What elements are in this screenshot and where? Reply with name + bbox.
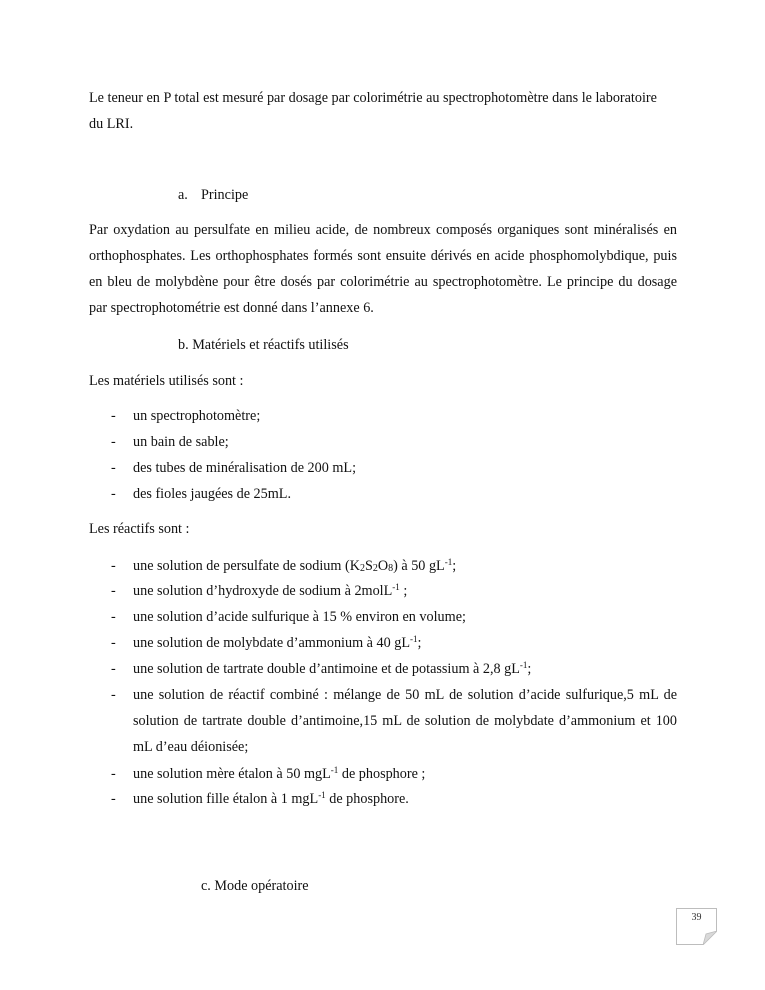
section-b-title: b. Matériels et réactifs utilisés — [178, 337, 349, 353]
bullet-dash: - — [111, 434, 116, 450]
page-number-box — [676, 908, 717, 945]
reagent-item-text: une solution de tartrate double d’antimoine et de potassium à 2,8 $gL^{-1}$; — [133, 660, 532, 677]
reagent-item-text: une solution de molybdate d’ammonium à 40 $gL^{-1}$; — [133, 634, 422, 651]
bullet-dash: - — [111, 486, 116, 502]
section-a-title: Principe — [201, 187, 249, 203]
bullet-dash: - — [111, 609, 116, 625]
section-c-title: c. Mode opératoire — [201, 878, 309, 894]
bullet-dash: - — [111, 635, 116, 651]
material-item-text: un bain de sable; — [133, 434, 229, 450]
bullet-dash: - — [111, 408, 116, 424]
reagents-intro: Les réactifs sont : — [89, 521, 190, 537]
page-curl-icon — [703, 931, 717, 945]
bullet-dash: - — [111, 558, 116, 574]
reagent-item-text: une solution mère étalon à 50 mgL$^{-1}$ de phosphore ; — [133, 765, 426, 782]
reagent-item-text: une solution d’hydroxyde de sodium à 2molL$^{-1}$ ; — [133, 582, 408, 599]
section-a-marker: a. — [178, 187, 188, 203]
material-item-text: des fioles jaugées de 25mL. — [133, 486, 291, 502]
page-number: 39 — [691, 912, 702, 923]
intro-line-1: Le teneur en P total est mesuré par dosage par colorimétrie au spectrophotomètre dans le laboratoire — [89, 90, 657, 106]
intro-line-2: du LRI. — [89, 116, 134, 132]
bullet-dash: - — [111, 687, 116, 703]
bullet-dash: - — [111, 766, 116, 782]
bullet-dash: - — [111, 460, 116, 476]
reagent-item-text: une solution fille étalon à 1 mgL$^{-1}$ de phosphore. — [133, 790, 409, 807]
principle-paragraph: Par oxydation au persulfate en milieu acide, de nombreux composés organiques sont minéralisés en orthophosphates. Les orthophosphates formés sont ensuite dérivés en acide phosphomolybdique, puis en bleu de molybdène pour être dosés par colorimétrie au spectrophotomètre. Le principe du dosage par spectrophotométrie est donné dans l’annexe 6. — [89, 222, 677, 316]
bullet-dash: - — [111, 791, 116, 807]
reagent-item-text: une solution d’acide sulfurique à 15 % environ en volume; — [133, 609, 466, 625]
reagent-item-text: une solution de persulfate de sodium $(K_2S_2O_8)$ à 50 $gL^{-1}$; — [133, 557, 457, 574]
bullet-dash: - — [111, 583, 116, 599]
material-item-text: des tubes de minéralisation de 200 mL; — [133, 460, 357, 476]
material-item-text: un spectrophotomètre; — [133, 408, 261, 424]
bullet-dash: - — [111, 661, 116, 677]
materials-intro: Les matériels utilisés sont : — [89, 373, 244, 389]
reagent-item-text: une solution de réactif combiné : mélange de 50 mL de solution d’acide sulfurique,5 mL de solution de tartrate double d’antimoine,15 mL de solution de molybdate d’ammonium et 100 mL d’eau déionisée; — [133, 687, 677, 755]
